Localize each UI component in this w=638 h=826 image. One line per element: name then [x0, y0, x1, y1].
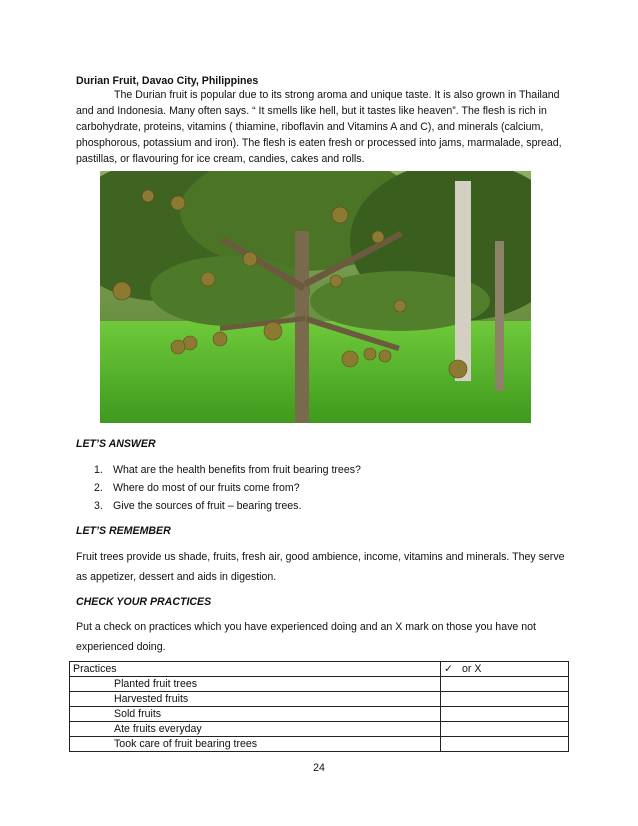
question-text: What are the health benefits from fruit bearing trees? [113, 464, 361, 477]
mark-cell[interactable] [441, 692, 569, 707]
practices-column-header: Practices [70, 662, 441, 677]
practice-cell: Took care of fruit bearing trees [70, 737, 441, 752]
practice-cell: Sold fruits [70, 707, 441, 722]
table-row [70, 707, 569, 722]
intro-paragraph: The Durian fruit is popular due to its strong aroma and unique taste. It is also grown in Thailand and and Indonesia. Many often says. “ It smells like hell, but it tastes like heaven”. The flesh is rich in carbohydrate, proteins, vitamins ( thiamine, riboflavin and Vitamins A and C), and minerals (calcium, phosphorous, potassium and iron). The flesh is eaten fresh or processed into jams, marmalade, spread, pastillas, or flavouring for ice cream, candies, cakes and rolls. [76, 89, 562, 165]
table-row [70, 722, 569, 737]
question-list [94, 462, 361, 516]
check-mark-icon: ✓ [444, 663, 453, 675]
practice-cell: Ate fruits everyday [70, 722, 441, 737]
table-row [70, 692, 569, 707]
section-title: Durian Fruit, Davao City, Philippines [76, 75, 259, 87]
page-number: 24 [313, 762, 325, 774]
question-number: 1. [94, 464, 103, 477]
lets-answer-heading: LET’S ANSWER [76, 438, 156, 450]
question-number: 3. [94, 500, 103, 513]
practice-cell: Planted fruit trees [70, 677, 441, 692]
mark-cell[interactable] [441, 722, 569, 737]
mark-cell[interactable] [441, 677, 569, 692]
question-text: Where do most of our fruits come from? [113, 482, 300, 495]
table-header-row [70, 662, 569, 677]
list-item [94, 480, 361, 498]
question-number: 2. [94, 482, 103, 495]
list-item [94, 498, 361, 516]
lets-remember-paragraph: Fruit trees provide us shade, fruits, fresh air, good ambience, income, vitamins and minerals. They serve as appetizer, dessert and aids in digestion. [76, 551, 565, 583]
mark-column-header [441, 662, 569, 677]
lets-remember-heading: LET’S REMEMBER [76, 525, 171, 537]
check-practices-heading: CHECK YOUR PRACTICES [76, 596, 212, 608]
practice-cell: Harvested fruits [70, 692, 441, 707]
question-text: Give the sources of fruit – bearing trees. [113, 500, 302, 513]
mark-cell[interactable] [441, 707, 569, 722]
durian-tree-illustration [100, 171, 531, 423]
mark-cell[interactable] [441, 737, 569, 752]
mark-column-text: or X [462, 663, 482, 675]
table-row [70, 737, 569, 752]
check-practices-instruction: Put a check on practices which you have experienced doing and an X mark on those you have not experienced doing. [76, 621, 536, 653]
durian-tree-photo [100, 171, 531, 423]
list-item [94, 462, 361, 480]
table-row [70, 677, 569, 692]
practices-table [69, 661, 569, 752]
